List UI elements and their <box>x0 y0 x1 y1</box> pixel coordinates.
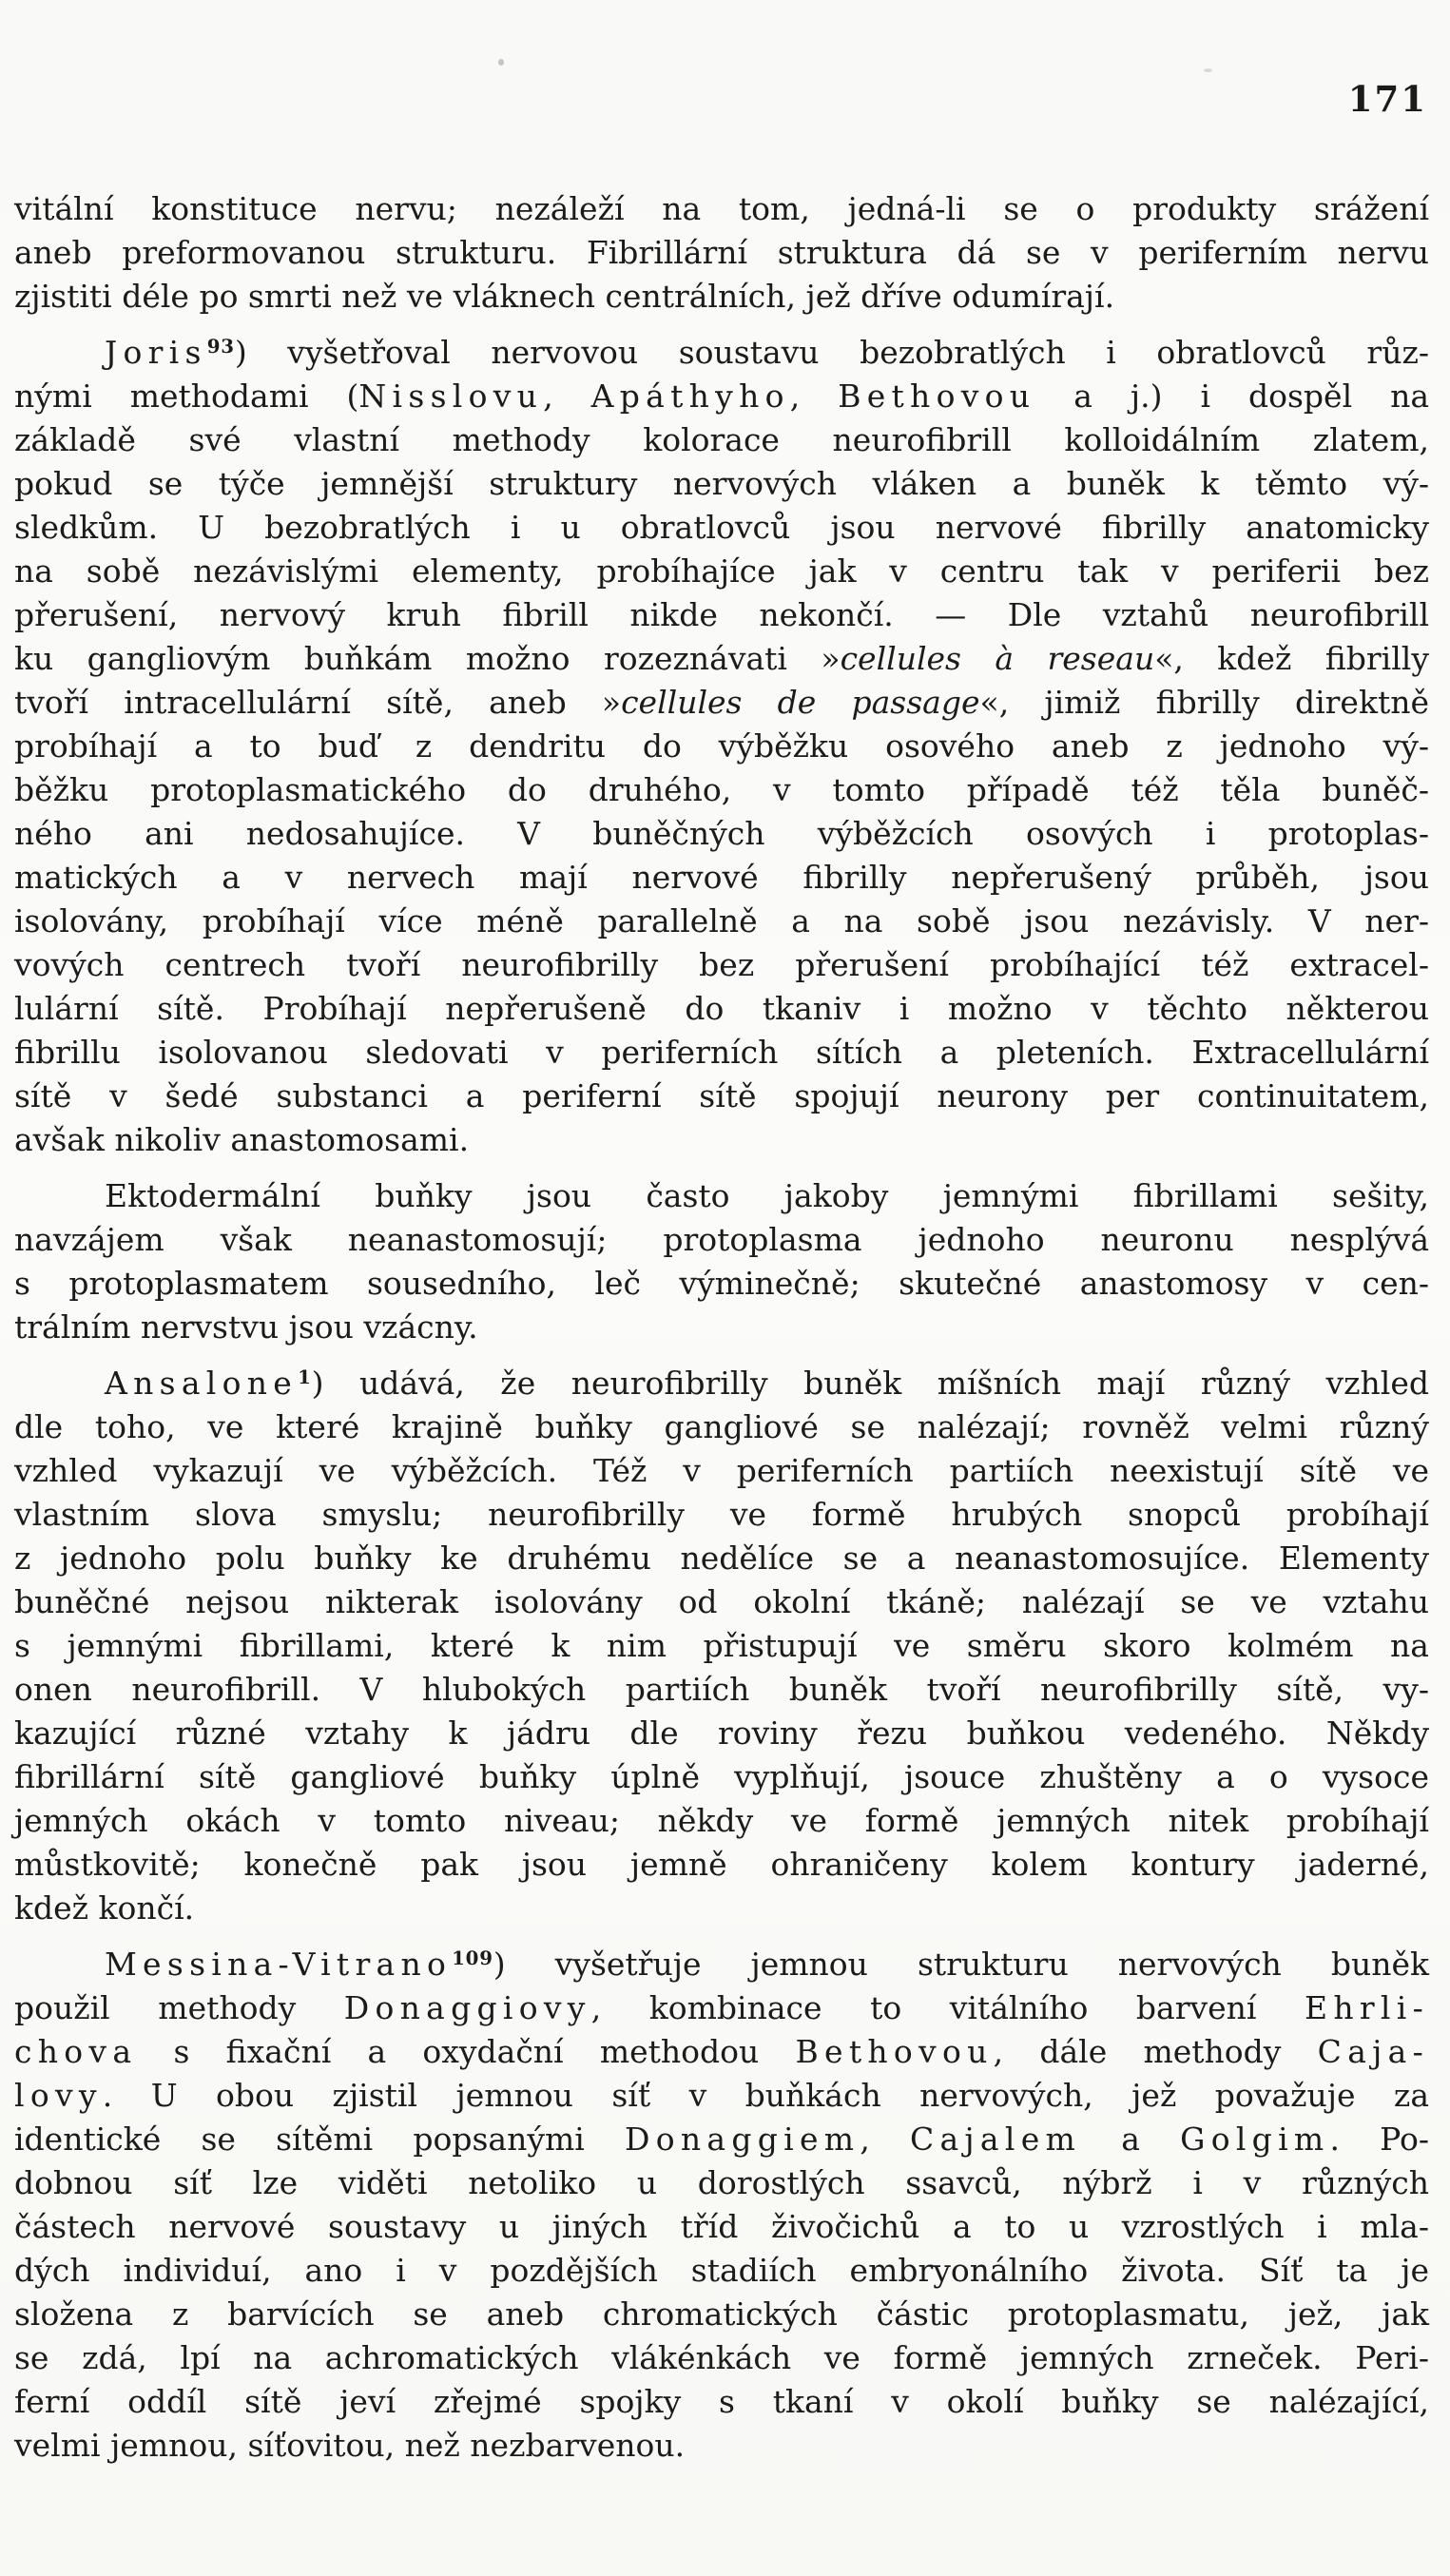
text-run: ) udává, že neurofibrilly buněk míšních mají různý vzhled <box>311 1365 1429 1402</box>
text-run: . U obou zjistil jemnou síť v buňkách nervových, jež považuje za <box>102 2077 1429 2114</box>
text-run: a j.) i dospěl na <box>1035 378 1430 415</box>
text-run: fibrillu isolovanou sledovati v periferních sítích a pleteních. Extracellulární <box>14 1034 1429 1071</box>
footnote-ref: 1 <box>298 1365 312 1389</box>
text-line <box>14 2424 1429 2468</box>
paragraph <box>14 1174 1429 1349</box>
spaced-name: Bethovou <box>838 378 1036 415</box>
text-line <box>14 2293 1429 2336</box>
spaced-name: Nisslovu <box>358 378 544 415</box>
text-run: , kombinace to vitálního barvení <box>590 1989 1305 2026</box>
text-line <box>14 681 1429 725</box>
text-line <box>14 2161 1429 2205</box>
text-line <box>14 2249 1429 2293</box>
text-run: identické se sítěmi popsanými <box>14 2121 625 2158</box>
text-run: fibrillární sítě gangliové buňky úplně vyplňují, jsouce zhuštěny a o vysoce <box>14 1758 1429 1795</box>
text-run: dých individuí, ano i v pozdějších stadiích embryonálního života. Síť ta je <box>14 2252 1429 2289</box>
text-run: vitální konstituce nervu; nezáleží na tom, jedná-li se o produkty srážení <box>14 190 1429 227</box>
spaced-name: Ansalone <box>105 1365 299 1402</box>
text-line <box>14 1362 1429 1405</box>
spaced-name: Ehrli- <box>1305 1989 1429 2026</box>
text-run: kdež končí. <box>14 1889 195 1927</box>
text-line <box>14 593 1429 637</box>
paragraph <box>14 1362 1429 1930</box>
text-line <box>14 1668 1429 1712</box>
text-run: běžku protoplasmatického do druhého, v tomto případě též těla buněč- <box>14 771 1429 808</box>
text-run: s protoplasmatem sousedního, leč výminečně; skutečné anastomosy v cen- <box>14 1265 1429 1302</box>
text-run: matických a v nervech mají nervové fibrilly nepřerušený průběh, jsou <box>14 859 1429 896</box>
text-run: s fixační a oxydační methodou <box>137 2033 796 2070</box>
text-line <box>14 1943 1429 1986</box>
paragraph <box>14 187 1429 319</box>
text-run: dobnou síť lze viděti netoliko u dorostlých ssavců, nýbrž i v různých <box>14 2164 1429 2201</box>
text-line <box>14 943 1429 987</box>
text-run: ku gangliovým buňkám možno rozeznávati » <box>14 640 841 677</box>
text-run: velmi jemnou, síťovitou, než nezbarvenou. <box>14 2427 686 2464</box>
text-run: můstkovitě; konečně pak jsou jemně ohraničeny kolem kontury jaderné, <box>14 1846 1429 1883</box>
text-run: z jednoho polu buňky ke druhému nedělíce se a neanastomosujíce. Elementy <box>14 1540 1429 1577</box>
spaced-name: Donaggiovy <box>343 1989 591 2026</box>
text-run: vlastním slova smyslu; neurofibrilly ve formě hrubých snopců probíhají <box>14 1496 1429 1533</box>
text-line <box>14 1712 1429 1755</box>
spaced-name: Bethovou <box>795 2033 994 2070</box>
text-block <box>14 187 1429 2468</box>
text-run: základě své vlastní methody kolorace neurofibrill kolloidálním zlatem, <box>14 421 1429 458</box>
spaced-name: Donaggiem <box>625 2121 860 2158</box>
text-run: částech nervové soustavy u jiných tříd živočichů a to u vzrostlých i mla- <box>14 2208 1429 2245</box>
spaced-name: Caja- <box>1317 2033 1430 2070</box>
text-line <box>14 2205 1429 2249</box>
text-run: ferní oddíl sítě jeví zřejmé spojky s tkaní v okolí buňky se nalézající, <box>14 2383 1429 2420</box>
text-run: použil methody <box>14 1989 344 2026</box>
text-line <box>14 1986 1429 2030</box>
text-line <box>14 1887 1429 1930</box>
text-line <box>14 1218 1429 1262</box>
text-run: trálním nervstvu jsou vzácny. <box>14 1308 478 1346</box>
text-line <box>14 418 1429 462</box>
text-run: s jemnými fibrillami, které k nim přistupují ve směru skoro kolmém na <box>14 1627 1429 1664</box>
text-run: se zdá, lpí na achromatických vlákénkách ve formě jemných zrneček. Peri- <box>14 2339 1429 2376</box>
spaced-name: lovy <box>14 2077 103 2114</box>
spaced-name: chova <box>14 2033 138 2070</box>
text-run: sledkům. U bezobratlých i u obratlovců jsou nervové fibrilly anatomicky <box>14 509 1429 546</box>
text-run: , dále methody <box>993 2033 1318 2070</box>
text-run: onen neurofibrill. V hlubokých partiích buněk tvoří neurofibrilly sítě, vy- <box>14 1671 1429 1708</box>
text-line <box>14 1624 1429 1668</box>
text-line <box>14 1405 1429 1449</box>
text-run: lulární sítě. Probíhají nepřerušeně do tkaniv i možno v těchto některou <box>14 990 1429 1027</box>
text-line <box>14 1449 1429 1493</box>
text-line <box>14 1262 1429 1306</box>
text-run: vzhled vykazují ve výběžcích. Též v periferních partiích neexistují sítě ve <box>14 1452 1429 1489</box>
text-run: . Po- <box>1329 2121 1429 2158</box>
text-run: dle toho, ve které krajině buňky gangliové se nalézají; rovněž velmi různý <box>14 1408 1429 1445</box>
text-line <box>14 900 1429 943</box>
spaced-name: Golgim <box>1180 2121 1330 2158</box>
text-line <box>14 2030 1429 2074</box>
text-line <box>14 2118 1429 2161</box>
text-line <box>14 462 1429 506</box>
text-line <box>14 1306 1429 1349</box>
text-run: na sobě nezávislými elementy, probíhajíce jak v centru tak v periferii bez <box>14 552 1429 590</box>
text-line <box>14 1031 1429 1075</box>
paragraph <box>14 331 1429 1162</box>
text-run: kazující různé vztahy k jádru dle roviny řezu buňkou vedeného. Někdy <box>14 1714 1429 1752</box>
page-number: 171 <box>1347 78 1427 120</box>
text-line <box>14 1493 1429 1537</box>
text-run: , <box>543 378 591 415</box>
text-line <box>14 331 1429 375</box>
text-run: isolovány, probíhají více méně parallelně a na sobě jsou nezávisly. V ner- <box>14 902 1429 939</box>
text-run: avšak nikoliv anastomosami. <box>14 1121 470 1158</box>
spaced-name: Joris <box>105 334 207 371</box>
spaced-name: Apáthyho <box>590 378 790 415</box>
text-line <box>14 550 1429 593</box>
text-line <box>14 1075 1429 1118</box>
text-run: ) vyšetřoval nervovou soustavu bezobratlých i obratlovců růz- <box>234 334 1429 371</box>
text-run: složena z barvících se aneb chromatických částic protoplasmatu, jež, jak <box>14 2295 1429 2333</box>
text-run: tvoří intracellulární sítě, aneb » <box>14 684 622 721</box>
text-line <box>14 2074 1429 2118</box>
text-run: navzájem však neanastomosují; protoplasma jednoho neuronu nesplývá <box>14 1221 1429 1258</box>
text-line <box>14 812 1429 856</box>
text-run: nými methodami ( <box>14 378 359 415</box>
text-line <box>14 1843 1429 1887</box>
paragraph <box>14 1943 1429 2468</box>
text-run: a <box>1081 2121 1181 2158</box>
scan-speck <box>1204 68 1212 72</box>
text-line <box>14 275 1429 319</box>
text-run: , <box>789 378 839 415</box>
text-run: sítě v šedé substanci a periferní sítě spojují neurony per continuitatem, <box>14 1077 1429 1114</box>
spaced-name: Messina-Vitrano <box>105 1946 453 1983</box>
text-run: buněčné nejsou nikterak isolovány od okolní tkáně; nalézají se ve vztahu <box>14 1583 1429 1620</box>
text-line <box>14 1580 1429 1624</box>
text-run: vových centrech tvoří neurofibrilly bez přerušení probíhající též extracel- <box>14 946 1429 983</box>
text-line <box>14 231 1429 275</box>
text-line <box>14 2380 1429 2424</box>
text-line <box>14 1174 1429 1218</box>
text-run: zjistiti déle po smrti než ve vláknech centrálních, jež dříve odumírají. <box>14 278 1115 315</box>
text-line <box>14 1537 1429 1580</box>
text-run: , <box>860 2121 910 2158</box>
text-run: pokud se týče jemnější struktury nervových vláken a buněk k těmto vý- <box>14 465 1429 502</box>
italic-term: cellules à reseau <box>840 640 1155 677</box>
text-line <box>14 375 1429 418</box>
text-line <box>14 1118 1429 1162</box>
text-line <box>14 637 1429 681</box>
text-line <box>14 725 1429 768</box>
footnote-ref: 93 <box>206 335 235 358</box>
text-run: «, jimiž fibrilly direktně <box>979 684 1429 721</box>
italic-term: cellules de passage <box>621 684 980 721</box>
text-run: «, kdež fibrilly <box>1154 640 1429 677</box>
text-run: ) vyšetřuje jemnou strukturu nervových buněk <box>493 1946 1429 1983</box>
text-line <box>14 1755 1429 1799</box>
text-run: přerušení, nervový kruh fibrill nikde nekončí. — Dle vztahů neurofibrill <box>14 596 1429 633</box>
footnote-ref: 109 <box>452 1947 493 1970</box>
scan-speck <box>498 59 504 66</box>
text-line <box>14 768 1429 812</box>
text-line <box>14 987 1429 1031</box>
text-run: ného ani nedosahujíce. V buněčných výběžcích osových i protoplas- <box>14 815 1429 852</box>
text-line <box>14 2336 1429 2380</box>
text-run: Ektodermální buňky jsou často jakoby jemnými fibrillami sešity, <box>105 1177 1429 1214</box>
text-run: jemných okách v tomto niveau; někdy ve formě jemných nitek probíhají <box>14 1802 1429 1839</box>
text-line <box>14 1799 1429 1843</box>
spaced-name: Cajalem <box>909 2121 1082 2158</box>
text-run: aneb preformovanou strukturu. Fibrillární struktura dá se v periferním nervu <box>14 234 1429 271</box>
text-line <box>14 187 1429 231</box>
text-line <box>14 856 1429 900</box>
text-line <box>14 506 1429 550</box>
text-run: probíhají a to buď z dendritu do výběžku osového aneb z jednoho vý- <box>14 727 1429 765</box>
